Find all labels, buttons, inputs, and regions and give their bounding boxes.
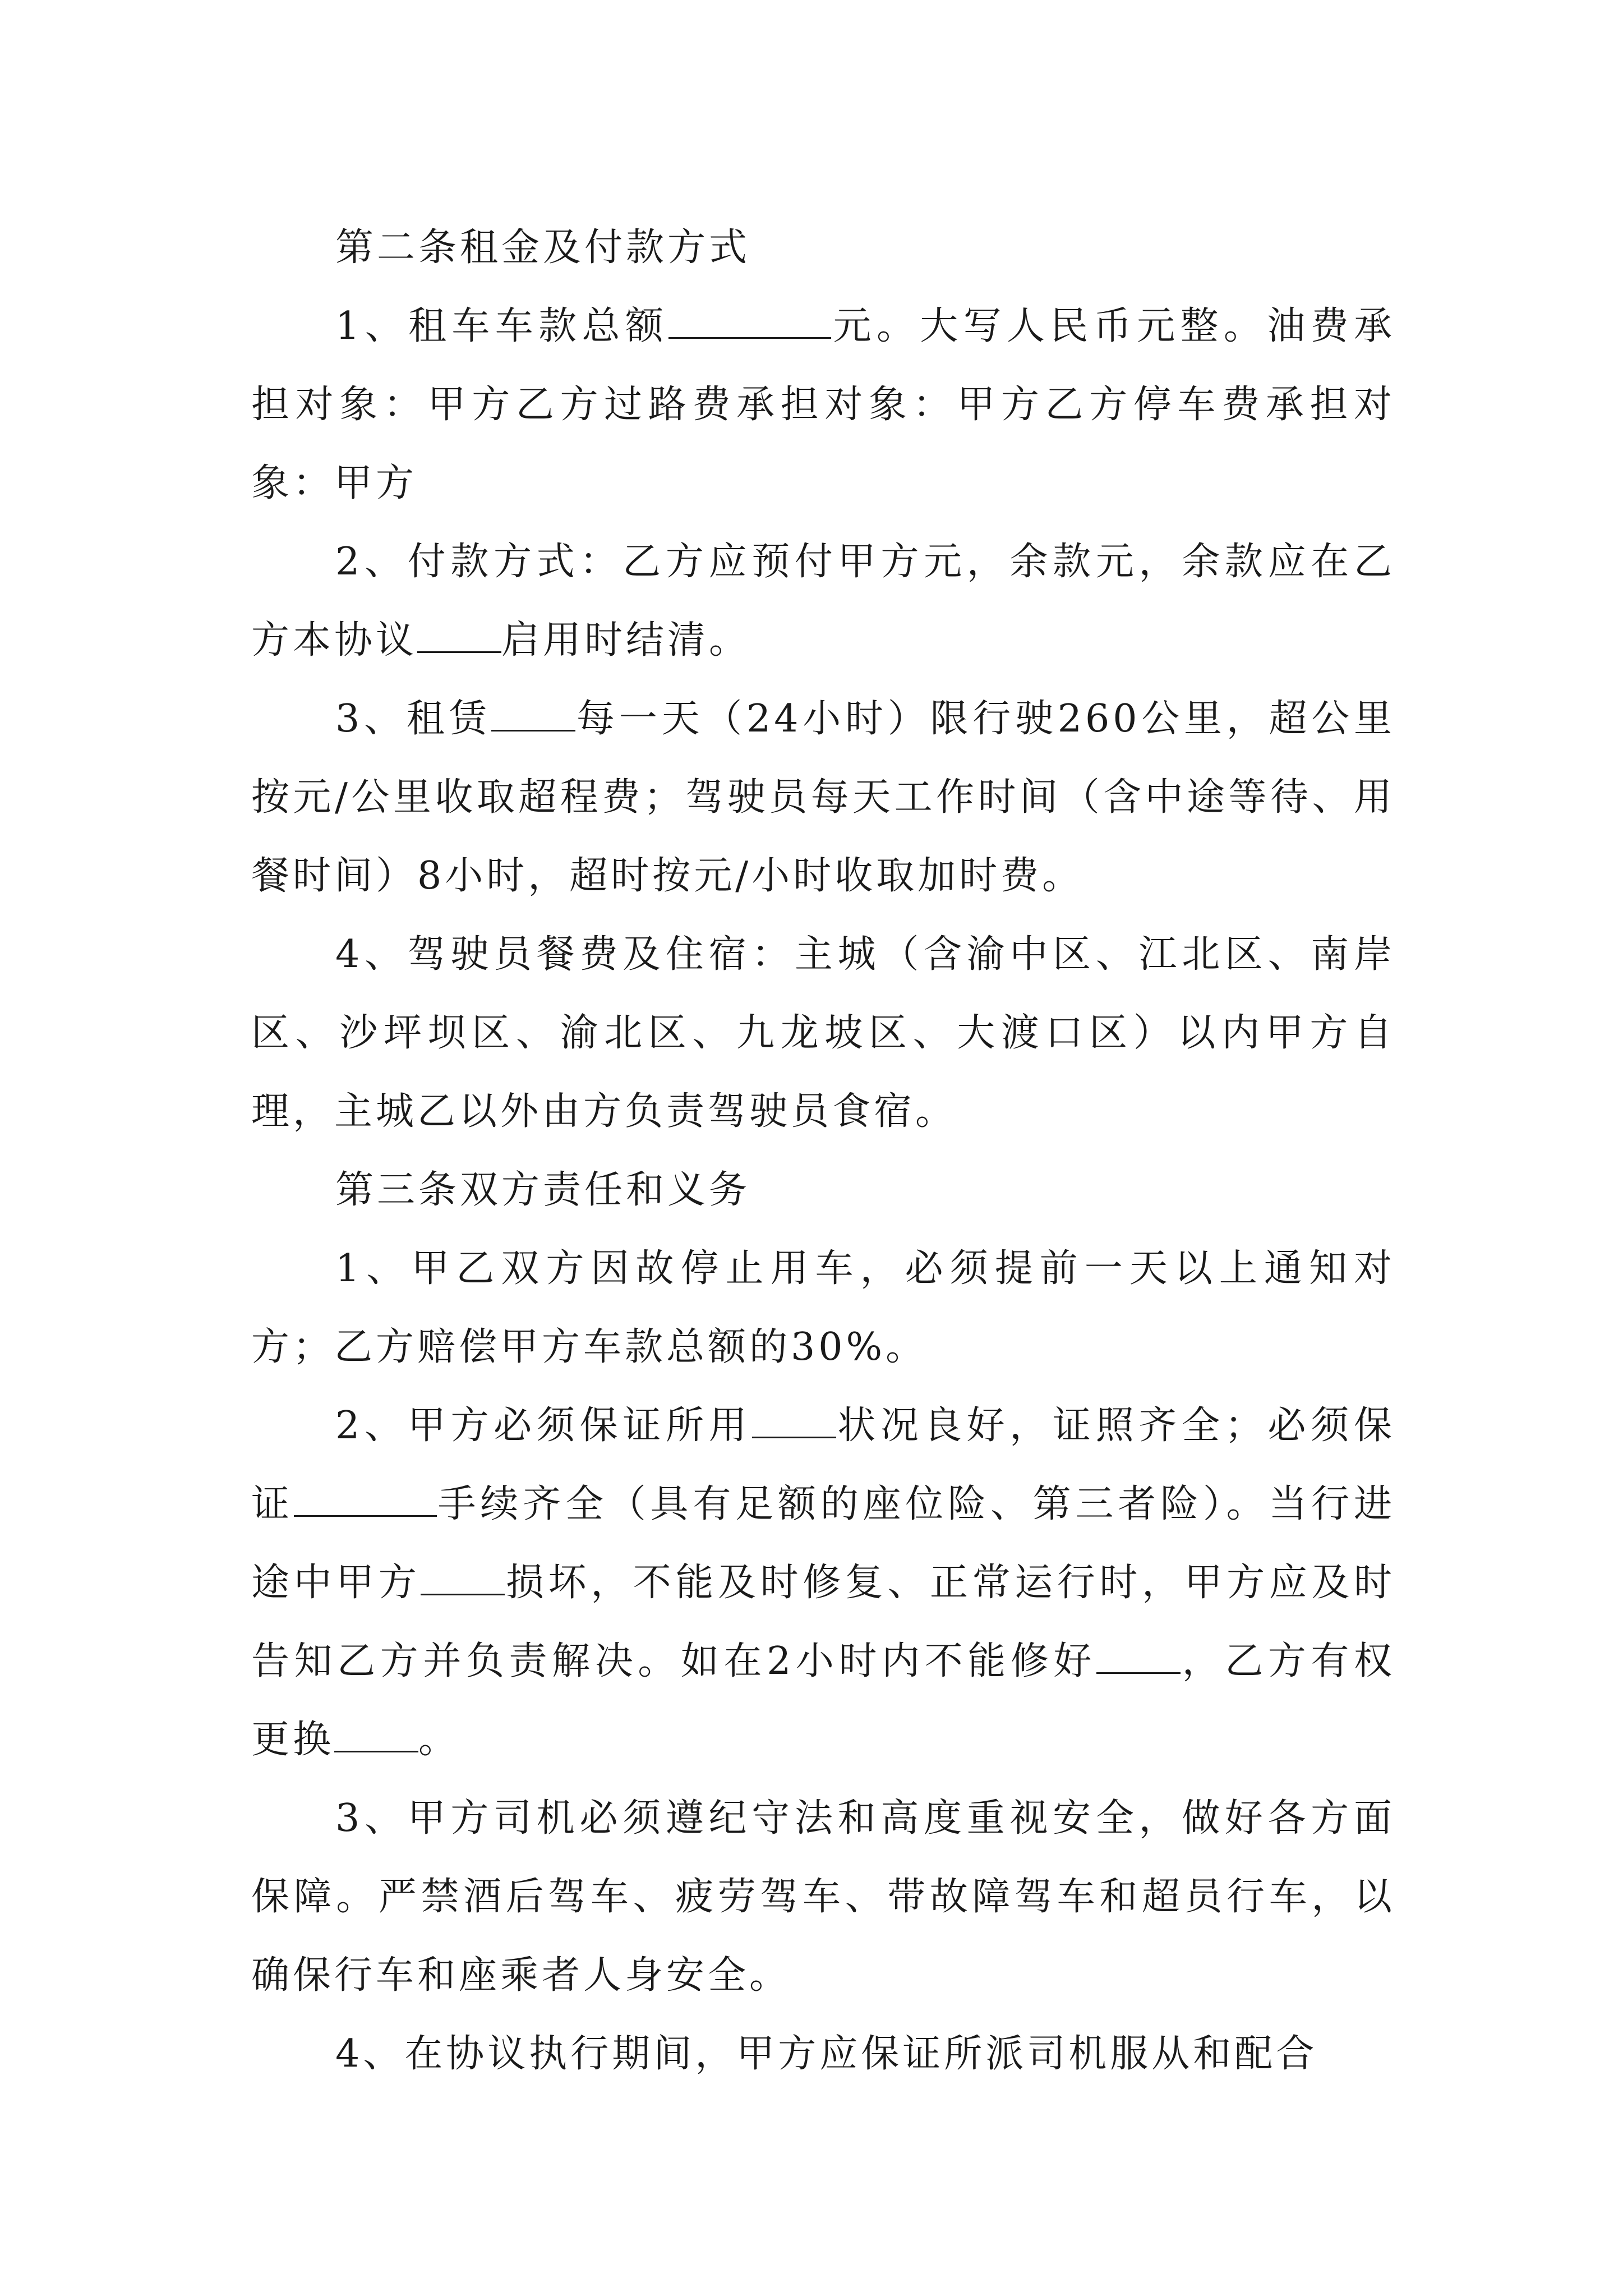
clause-total-amount <box>251 287 1395 523</box>
clause-text: 1、租车车款总额 <box>335 304 669 348</box>
fill-in-blank[interactable] <box>752 1403 836 1438</box>
clause-text: ，乙方有权更换 <box>251 1639 1395 1762</box>
fill-in-blank[interactable] <box>417 618 501 653</box>
fill-in-blank[interactable] <box>668 303 831 339</box>
fill-in-blank[interactable] <box>421 1560 505 1595</box>
clause-cancellation: 1、甲乙双方因故停止用车，必须提前一天以上通知对方；乙方赔偿甲方车款总额的30%。 <box>251 1246 1395 1369</box>
clause-payment-method <box>251 523 1395 680</box>
fill-in-blank[interactable] <box>491 696 575 731</box>
document-body <box>251 209 1395 2093</box>
clause-text: 损坏，不能及时修复、正常运行时，甲方应及时告知乙方并负责解决。如在2小时内不能修好 <box>251 1561 1395 1683</box>
clause-driver-cooperation: 4、在协议执行期间，甲方应保证所派司机服从和配合 <box>335 2032 1318 2076</box>
clause-vehicle-condition <box>251 1387 1395 1779</box>
clause-text: 3、租赁 <box>335 697 492 741</box>
clause-text: 启用时结清。 <box>501 618 751 662</box>
clause-text: 状况良好，证照齐全；必须保证 <box>251 1404 1395 1526</box>
section-heading-rent-payment: 第二条租金及付款方式 <box>335 226 751 270</box>
fill-in-blank[interactable] <box>294 1481 437 1517</box>
clause-driver-safety: 3、甲方司机必须遵纪守法和高度重视安全，做好各方面保障。严禁酒后驾车、疲劳驾车、带故障驾车和超员行车，以确保行车和座乘者人身安全。 <box>251 1796 1395 1998</box>
fill-in-blank[interactable] <box>334 1717 418 1752</box>
clause-text: 2、付款方式：乙方应预付甲方元，余款元，余款应在乙方本协议 <box>251 540 1395 662</box>
clause-text: 每一天（24小时）限行驶260公里，超公里按元/公里收取超程费；驾驶员每天工作时间（含中途等待、用餐时间）8小时，超时按元/小时收取加时费。 <box>251 697 1395 898</box>
fill-in-blank[interactable] <box>1096 1639 1181 1674</box>
clause-text: 手续齐全（具有足额的座位险、第三者险）。当行进途中甲方 <box>251 1482 1395 1605</box>
clause-text: 元。大写人民币元整。油费承担对象：甲方乙方过路费承担对象：甲方乙方停车费承担对象：甲方 <box>251 304 1395 505</box>
clause-text: 2、甲方必须保证所用 <box>335 1404 752 1448</box>
clause-text: 。 <box>418 1718 460 1762</box>
section-heading-responsibilities: 第三条双方责任和义务 <box>335 1168 751 1212</box>
clause-driver-meals: 4、驾驶员餐费及住宿：主城（含渝中区、江北区、南岸区、沙坪坝区、渝北区、九龙坡区、大渡口区）以内甲方自理，主城乙以外由方负责驾驶员食宿。 <box>251 932 1395 1134</box>
clause-mileage-limit <box>251 680 1395 915</box>
